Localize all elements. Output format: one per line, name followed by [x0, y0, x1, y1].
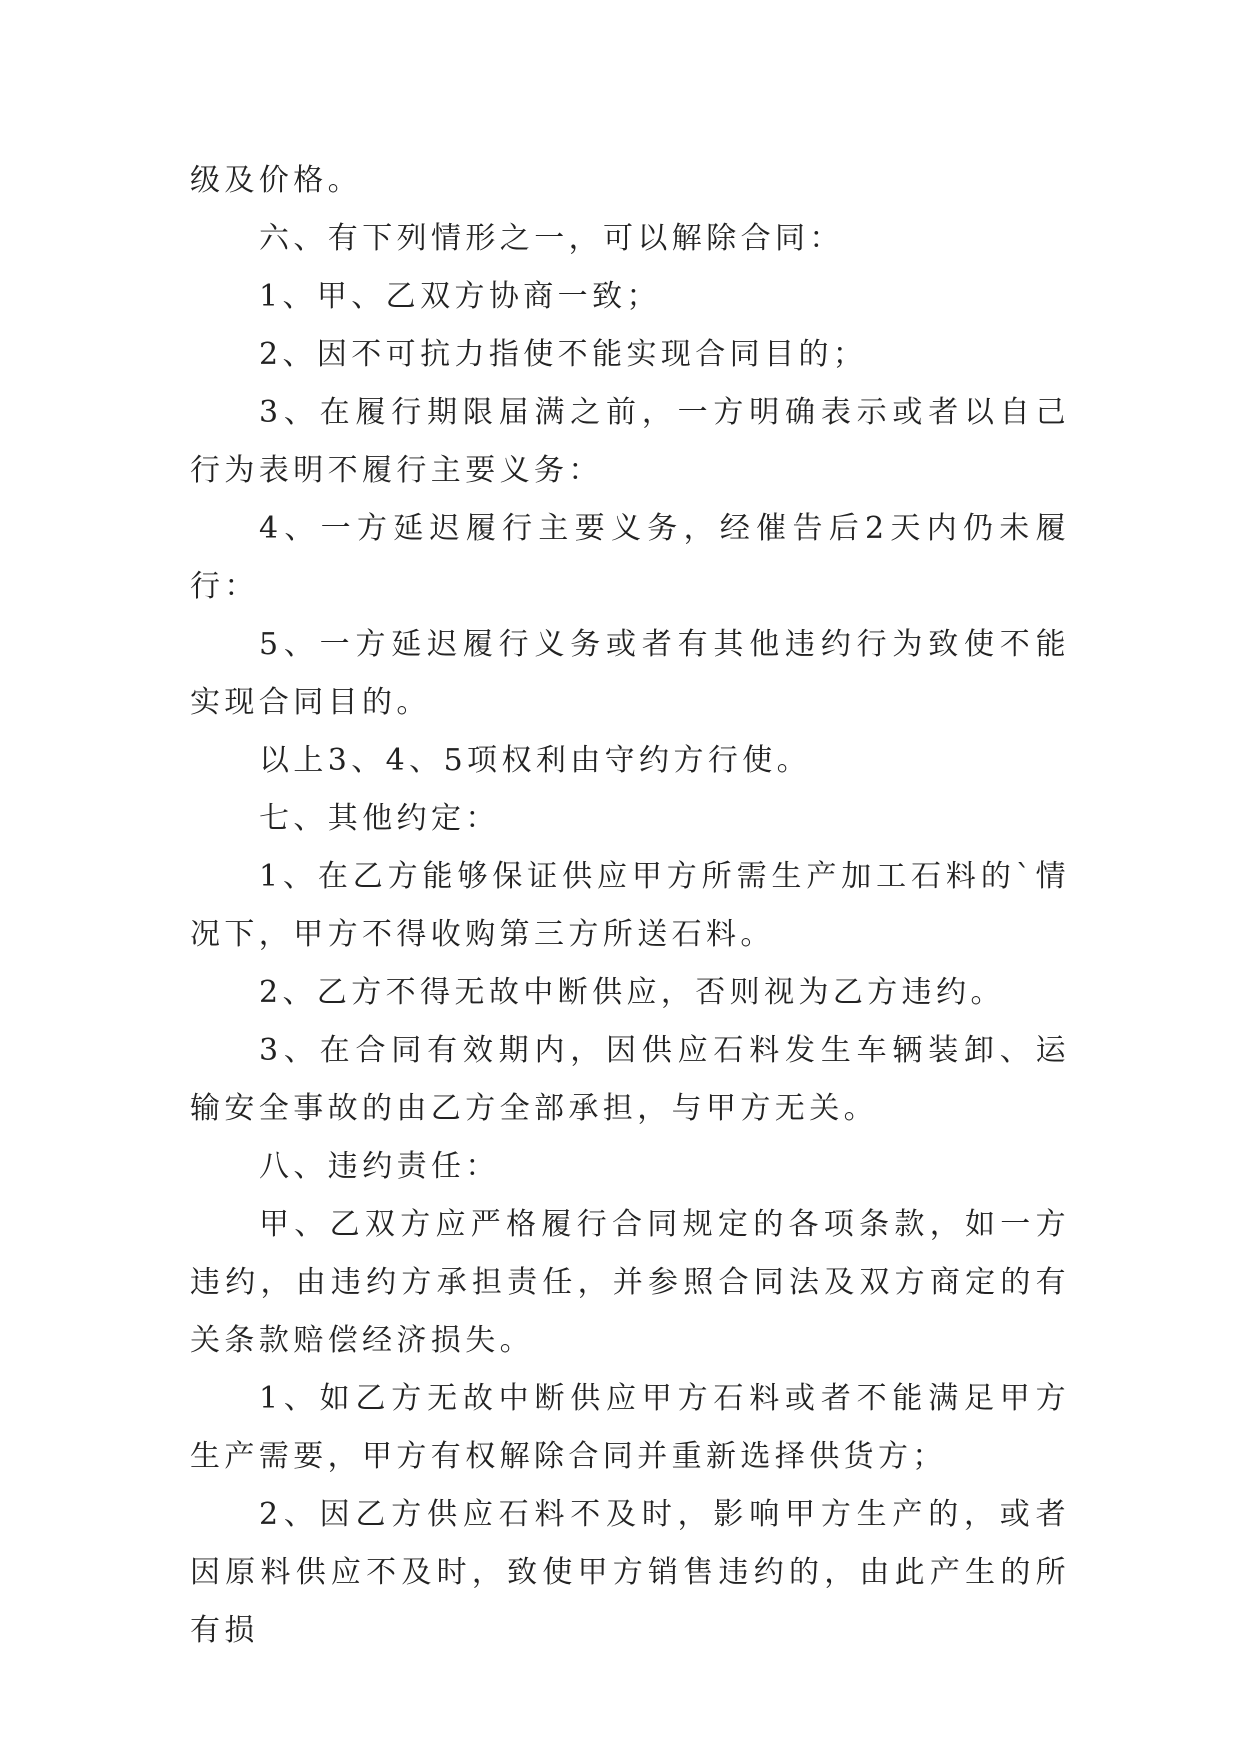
- document-body: [190, 152, 1070, 1660]
- paragraph-item: 1、在乙方能够保证供应甲方所需生产加工石料的`情况下，甲方不得收购第三方所送石料。: [190, 859, 1070, 952]
- paragraph-item: 1、甲、乙双方协商一致；: [259, 279, 661, 314]
- paragraph-item: 1、如乙方无故中断供应甲方石料或者不能满足甲方生产需要，甲方有权解除合同并重新选择供货方；: [190, 1381, 1070, 1474]
- paragraph-continuation: 级及价格。: [190, 163, 362, 198]
- paragraph-item: 4、一方延迟履行主要义务，经催告后2天内仍未履行：: [190, 511, 1070, 604]
- paragraph-section-eight-heading: 八、违约责任：: [259, 1149, 500, 1184]
- paragraph-section-six-heading: 六、有下列情形之一，可以解除合同：: [259, 221, 844, 256]
- paragraph-item: 2、因不可抗力指使不能实现合同目的；: [259, 337, 868, 372]
- paragraph-item: 5、一方延迟履行义务或者有其他违约行为致使不能实现合同目的。: [190, 627, 1070, 720]
- paragraph-item: 3、在合同有效期内，因供应石料发生车辆装卸、运输安全事故的由乙方全部承担，与甲方无关。: [190, 1033, 1070, 1126]
- paragraph-body: 甲、乙双方应严格履行合同规定的各项条款，如一方违约，由违约方承担责任，并参照合同法及双方商定的有关条款赔偿经济损失。: [190, 1207, 1070, 1358]
- paragraph-item: 2、乙方不得无故中断供应，否则视为乙方违约。: [259, 975, 1005, 1010]
- paragraph-item: 2、因乙方供应石料不及时，影响甲方生产的，或者因原料供应不及时，致使甲方销售违约的，由此产生的所有损: [190, 1497, 1070, 1648]
- paragraph-item: 3、在履行期限届满之前，一方明确表示或者以自己行为表明不履行主要义务：: [190, 395, 1070, 488]
- paragraph-section-seven-heading: 七、其他约定：: [259, 801, 500, 836]
- paragraph-note: 以上3、4、5项权利由守约方行使。: [259, 743, 812, 778]
